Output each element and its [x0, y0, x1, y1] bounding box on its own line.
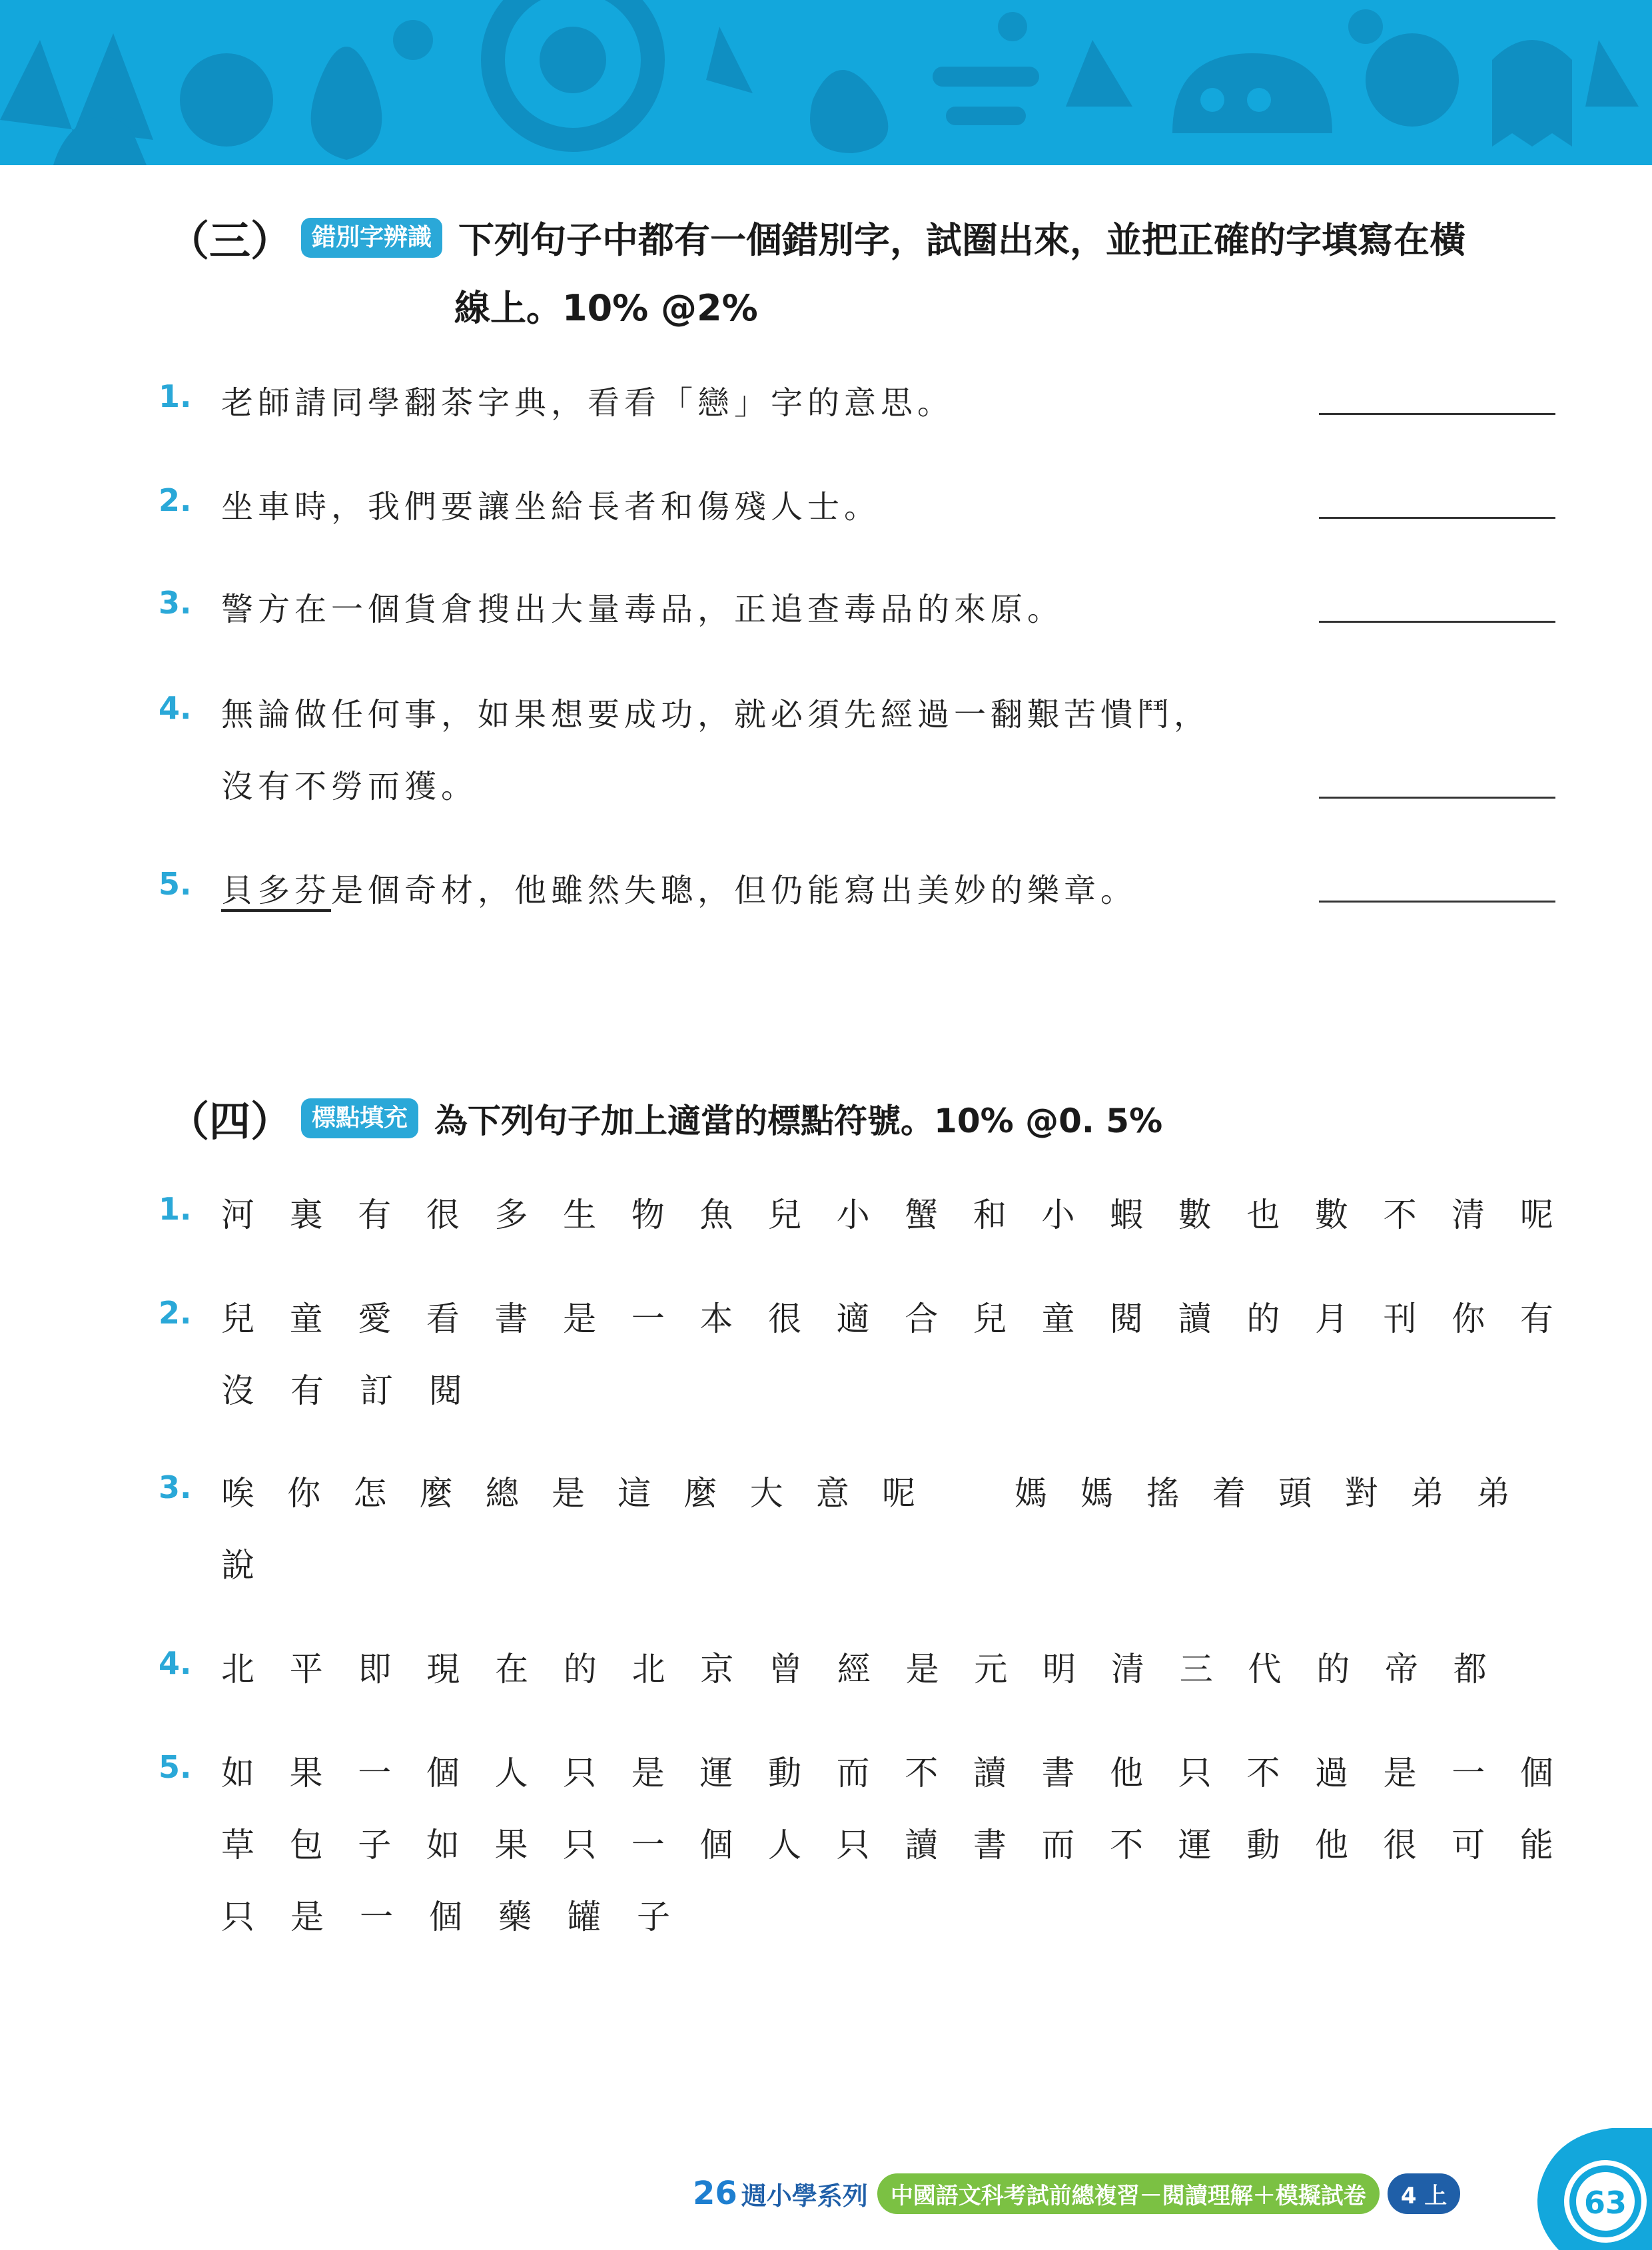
s3-q3-answer-line[interactable] [1319, 621, 1555, 623]
decorative-banner [0, 0, 1652, 165]
char: 總 [485, 1474, 519, 1513]
char: 呢 [882, 1474, 916, 1513]
series-name: 週小學系列 [741, 2181, 868, 2211]
char: 個 [426, 1754, 460, 1792]
char: 只 [836, 1826, 870, 1864]
s4-q4-line1 [221, 1643, 1487, 1690]
section3-instruction-line2: 線上。10% @2% [454, 287, 758, 329]
char: 個 [699, 1826, 733, 1864]
char: 小 [1041, 1196, 1075, 1234]
s3-q5-text-rest: 是個奇材，他雖然失聰，但仍能寫出美妙的樂章。 [331, 872, 1138, 909]
char: 適 [836, 1300, 870, 1338]
char: 代 [1248, 1650, 1282, 1688]
char: 媽 [1080, 1474, 1114, 1513]
char: 很 [1383, 1826, 1417, 1864]
char: 搖 [1146, 1474, 1180, 1513]
char: 子 [358, 1826, 392, 1864]
char: 三 [1179, 1650, 1213, 1688]
char: 果 [494, 1826, 528, 1864]
char: 有 [290, 1371, 324, 1410]
char: 是 [1383, 1754, 1417, 1792]
char: 藥 [498, 1898, 532, 1936]
char: 月 [1315, 1300, 1348, 1338]
char: 清 [1110, 1650, 1144, 1688]
char: 是 [905, 1650, 939, 1688]
char: 只 [221, 1898, 254, 1936]
s3-q5-answer-line[interactable] [1319, 901, 1555, 903]
char: 果 [289, 1754, 323, 1792]
s4-q4-number: 4. [159, 1645, 192, 1681]
char: 對 [1344, 1474, 1378, 1513]
char: 一 [631, 1826, 665, 1864]
char: 曾 [769, 1650, 803, 1688]
section3-instruction-line1: 下列句子中都有一個錯別字，試圈出來，並把正確的字填寫在橫 [458, 219, 1466, 261]
s3-q4-text: 無論做任何事，如果想要成功，就必須先經過一翻艱苦憒鬥， [221, 696, 1211, 733]
char: 不 [1383, 1196, 1417, 1234]
char: 你 [287, 1474, 321, 1513]
s3-q3-text: 警方在一個貨倉搜出大量毒品，正追查毒品的來原。 [221, 591, 1064, 628]
s4-q1-number: 1. [159, 1191, 192, 1227]
char: 呢 [1519, 1196, 1553, 1234]
char: 可 [1451, 1826, 1485, 1864]
s3-q4-number: 4. [159, 690, 192, 726]
s3-q4-answer-line[interactable] [1319, 797, 1555, 799]
char: 魚 [699, 1196, 733, 1234]
char: 如 [426, 1826, 460, 1864]
char: 物 [631, 1196, 665, 1234]
char: 數 [1178, 1196, 1212, 1234]
char: 讀 [973, 1754, 1007, 1792]
char: 帝 [1385, 1650, 1419, 1688]
char: 動 [768, 1754, 801, 1792]
s3-q5-number: 5. [159, 866, 192, 902]
char: 小 [836, 1196, 870, 1234]
char: 兒 [221, 1300, 254, 1338]
section4-header [168, 1088, 1162, 1148]
char: 運 [699, 1754, 733, 1792]
char: 都 [1453, 1650, 1487, 1688]
s4-q5-line1 [221, 1746, 1553, 1794]
char: 說 [221, 1546, 254, 1585]
char: 唉 [221, 1474, 254, 1513]
char: 童 [289, 1300, 323, 1338]
char: 媽 [1014, 1474, 1048, 1513]
char: 童 [1041, 1300, 1075, 1338]
char: 如 [221, 1754, 254, 1792]
s4-q3-line2 [221, 1539, 1553, 1587]
char: 在 [495, 1650, 529, 1688]
char: 不 [905, 1754, 939, 1792]
char: 北 [221, 1650, 254, 1688]
s4-q5-line3 [221, 1890, 1553, 1938]
char: 合 [905, 1300, 939, 1338]
char: 而 [836, 1754, 870, 1792]
s4-q5-line2 [221, 1818, 1553, 1866]
char: 只 [563, 1754, 597, 1792]
char: 這 [618, 1474, 651, 1513]
char: 閱 [1110, 1300, 1144, 1338]
char: 明 [1042, 1650, 1076, 1688]
char: 一 [631, 1300, 665, 1338]
s3-q5-text [221, 865, 1137, 911]
char: 人 [494, 1754, 528, 1792]
footer [693, 2173, 1460, 2214]
char: 一 [1451, 1754, 1485, 1792]
s3-q1-answer-line[interactable] [1319, 413, 1555, 415]
char: 刊 [1383, 1300, 1417, 1338]
char: 你 [1451, 1300, 1485, 1338]
char: 數 [1315, 1196, 1348, 1234]
section3-tag: 錯別字辨識 [301, 218, 442, 258]
char: 讀 [905, 1826, 939, 1864]
char: 平 [289, 1650, 323, 1688]
char: 只 [563, 1826, 597, 1864]
char: 只 [1178, 1754, 1212, 1792]
char: 是 [552, 1474, 586, 1513]
char: 裏 [289, 1196, 323, 1234]
char: 頭 [1278, 1474, 1312, 1513]
char: 的 [563, 1650, 597, 1688]
s3-q3-number: 3. [159, 585, 192, 621]
char: 多 [494, 1196, 528, 1234]
char: 罐 [568, 1898, 601, 1936]
s4-q2-line2 [221, 1364, 1553, 1412]
s4-q2-number: 2. [159, 1295, 192, 1331]
char: 怎 [353, 1474, 387, 1513]
section4-instruction: 為下列句子加上適當的標點符號。10% @0. 5% [434, 1101, 1163, 1140]
char: 蝦 [1110, 1196, 1144, 1234]
s4-q3-line1 [221, 1467, 1510, 1515]
char: 能 [1519, 1826, 1553, 1864]
s4-q3-number: 3. [159, 1469, 192, 1505]
char: 是 [563, 1300, 597, 1338]
char: 兒 [973, 1300, 1007, 1338]
s4-q2-line1 [221, 1292, 1553, 1340]
s3-q5-underlined-name: 貝多芬 [221, 872, 332, 909]
s3-q2-number: 2. [159, 482, 192, 518]
char: 河 [221, 1196, 254, 1234]
char: 閱 [429, 1371, 462, 1410]
char: 大 [749, 1474, 783, 1513]
s3-q1-number: 1. [159, 378, 192, 414]
s4-q1-line1 [221, 1188, 1553, 1236]
char: 讀 [1178, 1300, 1212, 1338]
book-title: 中國語文科考試前總複習－閱讀理解＋模擬試卷 [877, 2173, 1380, 2214]
page-number-badge [1532, 2128, 1652, 2250]
char: 書 [973, 1826, 1007, 1864]
s3-q2-answer-line[interactable] [1319, 517, 1555, 519]
char: 他 [1110, 1754, 1144, 1792]
char: 子 [637, 1898, 670, 1936]
char: 他 [1315, 1826, 1348, 1864]
char: 愛 [358, 1300, 392, 1338]
section3-number: （三） [168, 216, 292, 265]
char: 很 [426, 1196, 460, 1234]
char: 而 [1041, 1826, 1075, 1864]
char: 書 [1041, 1754, 1075, 1792]
char: 一 [358, 1754, 392, 1792]
char: 即 [358, 1650, 392, 1688]
char: 很 [768, 1300, 801, 1338]
s3-q2-text: 坐車時，我們要讓坐給長者和傷殘人士。 [221, 488, 881, 526]
char: 經 [837, 1650, 871, 1688]
char: 過 [1315, 1754, 1348, 1792]
grade-badge: 4 上 [1388, 2173, 1461, 2214]
char: 看 [426, 1300, 460, 1338]
char: 不 [1110, 1826, 1144, 1864]
char: 生 [563, 1196, 597, 1234]
char: 運 [1178, 1826, 1212, 1864]
char: 包 [289, 1826, 323, 1864]
char: 訂 [360, 1371, 393, 1410]
char: 兒 [768, 1196, 801, 1234]
char: 麼 [683, 1474, 717, 1513]
page-number: 63 [1583, 2185, 1627, 2221]
char: 有 [1519, 1300, 1553, 1338]
char: 的 [1316, 1650, 1350, 1688]
char: 京 [700, 1650, 734, 1688]
char: 着 [1212, 1474, 1246, 1513]
char: 是 [631, 1754, 665, 1792]
char: 和 [973, 1196, 1007, 1234]
char: 蟹 [905, 1196, 939, 1234]
char-gap [948, 1467, 981, 1515]
char: 動 [1246, 1826, 1280, 1864]
char: 本 [699, 1300, 733, 1338]
char: 沒 [221, 1371, 254, 1410]
char: 麼 [419, 1474, 453, 1513]
s3-q4-text-line2: 沒有不勞而獲。 [221, 768, 478, 805]
char: 現 [426, 1650, 460, 1688]
char: 書 [494, 1300, 528, 1338]
char: 有 [358, 1196, 392, 1234]
section4-tag: 標點填充 [301, 1098, 418, 1138]
char: 不 [1246, 1754, 1280, 1792]
char: 個 [1519, 1754, 1553, 1792]
char: 弟 [1476, 1474, 1510, 1513]
section4-number: （四） [168, 1097, 292, 1146]
char: 弟 [1410, 1474, 1444, 1513]
series-logo: 26 [693, 2175, 737, 2212]
s3-q1-text: 老師請同學翻茶字典，看看「戀」字的意思。 [221, 384, 955, 422]
char: 草 [221, 1826, 254, 1864]
char: 北 [631, 1650, 665, 1688]
char: 個 [429, 1898, 462, 1936]
char: 一 [360, 1898, 393, 1936]
s4-q5-number: 5. [159, 1749, 192, 1785]
char: 人 [768, 1826, 801, 1864]
char: 也 [1246, 1196, 1280, 1234]
char: 意 [815, 1474, 849, 1513]
char: 元 [974, 1650, 1008, 1688]
section3-header [168, 208, 1465, 267]
char: 是 [290, 1898, 324, 1936]
char: 的 [1246, 1300, 1280, 1338]
char: 清 [1451, 1196, 1485, 1234]
